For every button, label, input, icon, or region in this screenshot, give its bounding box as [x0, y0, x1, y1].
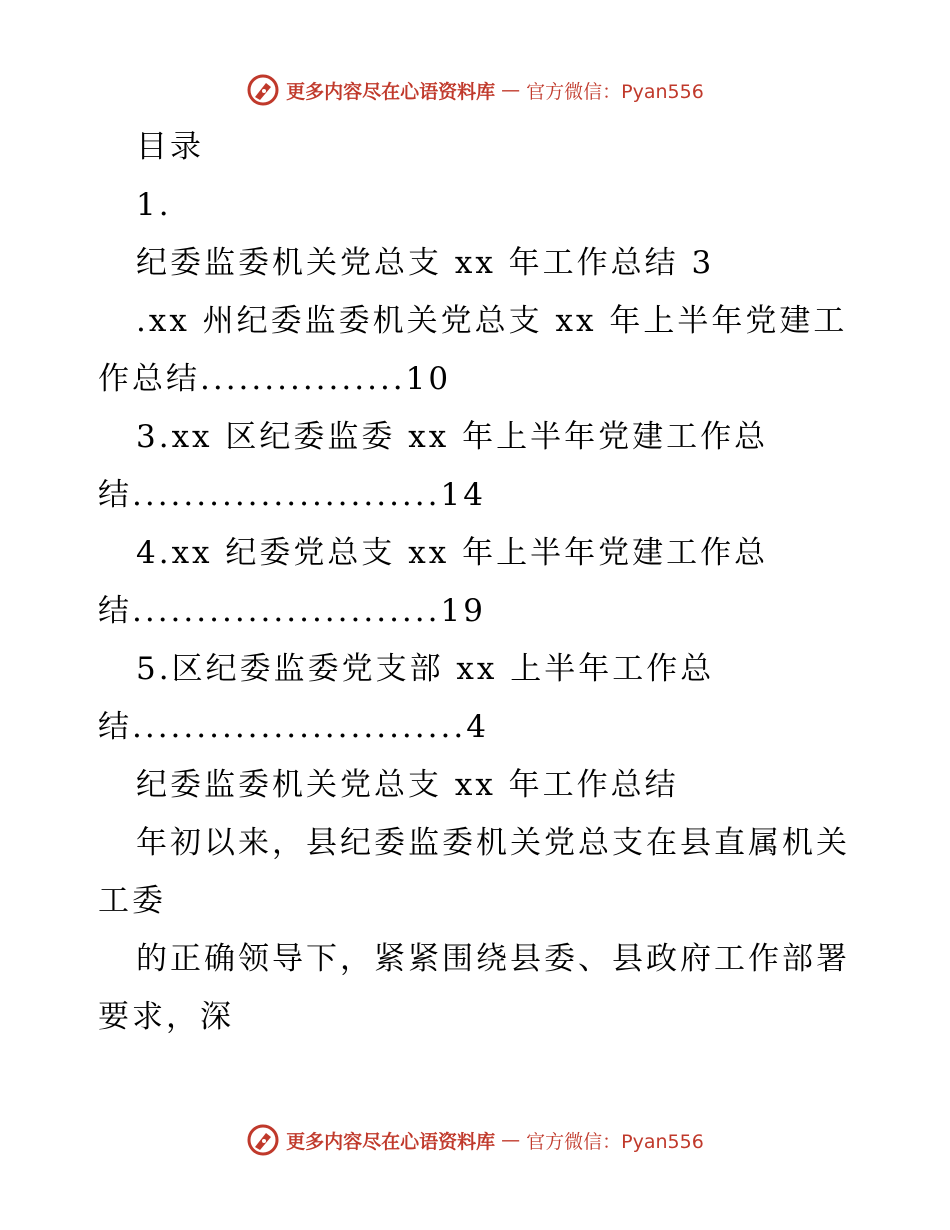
toc-line-1: 1. [136, 187, 172, 223]
watermark-dash: — [501, 1129, 521, 1151]
toc-line-2: 纪委监委机关党总支 xx 年工作总结 3 [136, 245, 715, 281]
header-watermark [0, 70, 950, 110]
paragraph-line-3: 的正确领导下，紧紧围绕县委、县政府工作部署 [136, 941, 850, 977]
watermark-main-text: 更多内容尽在心语资料库 [286, 1130, 496, 1153]
watermark-sub-text: 官方微信：Pyan556 [526, 80, 704, 103]
toc-line-5: 3.xx 区纪委监委 xx 年上半年党建工作总 [136, 419, 769, 455]
pen-nib-circle-icon [246, 73, 280, 107]
toc-title: 目录 [136, 129, 204, 165]
paragraph-line-1: 年初以来，县纪委监委机关党总支在县直属机关 [136, 825, 850, 861]
toc-line-10: 结..........................4 [98, 709, 489, 745]
watermark-sub-text: 官方微信：Pyan556 [526, 1130, 704, 1153]
toc-line-6: 结........................14 [98, 477, 486, 513]
section-heading: 纪委监委机关党总支 xx 年工作总结 [136, 767, 679, 803]
toc-line-3: .xx 州纪委监委机关党总支 xx 年上半年党建工 [136, 303, 848, 339]
toc-line-7: 4.xx 纪委党总支 xx 年上半年党建工作总 [136, 535, 769, 571]
toc-line-4: 作总结................10 [98, 361, 452, 397]
watermark-dash: — [501, 79, 521, 101]
paragraph-line-2: 工委 [98, 883, 166, 919]
watermark-main-text: 更多内容尽在心语资料库 [286, 80, 496, 103]
watermark-line [246, 1123, 704, 1157]
pen-nib-circle-icon [246, 1123, 280, 1157]
toc-line-9: 5.区纪委监委党支部 xx 上半年工作总 [136, 651, 715, 687]
watermark-line [246, 73, 704, 107]
document-content [98, 118, 858, 1046]
paragraph-line-4: 要求，深 [98, 999, 234, 1035]
toc-line-8: 结........................19 [98, 593, 486, 629]
footer-watermark [0, 1120, 950, 1160]
